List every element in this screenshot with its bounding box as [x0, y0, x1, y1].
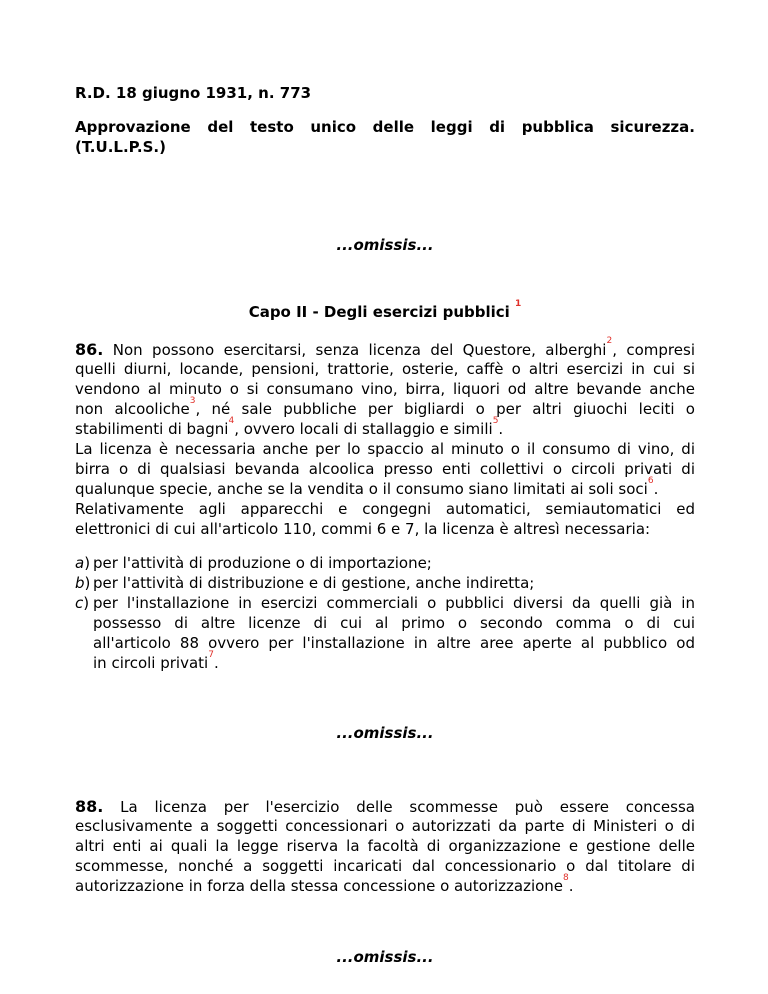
art88-line-2: esclusivamente a soggetti concessionari o autorizzati da parte di Ministeri o di [75, 817, 695, 835]
art86-p2-line-2: birra o di qualsiasi bevanda alcoolica presso enti collettivi o circoli privati di [75, 460, 695, 478]
list-text-a: per l'attività di produzione o di importazione; [93, 554, 432, 572]
art86-p3-line-1: Relativamente agli apparecchi e congegni automatici, semiautomatici ed [75, 500, 695, 518]
list-text-c-1: per l'installazione in esercizi commerciali o pubblici diversi da quelli già in [93, 594, 695, 612]
omissis-marker-1: ...omissis... [336, 236, 434, 254]
chapter-title: Capo II - Degli esercizi pubblici [248, 303, 510, 321]
art86-line-4 [75, 396, 695, 418]
text-segment: . [568, 877, 574, 895]
art86-number: 86. [75, 340, 104, 359]
text-segment: stabilimenti di bagni [75, 420, 229, 438]
text-segment: . [498, 420, 504, 438]
omissis-marker-2: ...omissis... [336, 724, 434, 742]
text-segment: , compresi [612, 341, 695, 359]
art88-line-5 [75, 873, 574, 895]
footnote-ref-5[interactable]: 5 [492, 416, 499, 426]
document-subtitle: (T.U.L.P.S.) [75, 138, 166, 156]
list-text-c-3: all'articolo 88 ovvero per l'installazione in altre aree aperte al pubblico od [93, 634, 695, 652]
footnote-ref-2[interactable]: 2 [606, 336, 613, 346]
text-segment: , né sale pubbliche per bigliardi o per altri giuochi leciti o [195, 400, 695, 418]
list-text-c-4 [93, 650, 695, 672]
text-segment: La licenza per l'esercizio delle scommesse può essere concessa [120, 798, 695, 816]
art86-line-5 [75, 416, 504, 438]
omissis-marker-3: ...omissis... [336, 948, 434, 966]
document-title: Approvazione del testo unico delle leggi di pubblica sicurezza. [75, 118, 695, 136]
footnote-ref-4[interactable]: 4 [228, 416, 235, 426]
text-segment: qualunque specie, anche se la vendita o il consumo siano limitati ai soli soci [75, 480, 648, 498]
list-label-c: c) [75, 594, 90, 612]
chapter-heading [75, 299, 695, 321]
text-segment: Non possono esercitarsi, senza licenza del Questore, alberghi [112, 341, 607, 359]
footnote-ref-1[interactable]: 1 [515, 299, 522, 309]
art86-line-2: quelli diurni, locande, pensioni, trattorie, osterie, caffè o altri esercizi in cui si [75, 360, 695, 378]
art88-number: 88. [75, 797, 104, 816]
text-segment: non alcooliche [75, 400, 190, 418]
list-text-b: per l'attività di distribuzione e di gestione, anche indiretta; [93, 574, 535, 592]
footnote-ref-7[interactable]: 7 [208, 650, 214, 660]
art88-line-1 [75, 797, 695, 816]
footnote-ref-8[interactable]: 8 [563, 873, 569, 883]
footnote-ref-6[interactable]: 6 [647, 476, 654, 486]
art88-line-4: scommesse, nonché a soggetti incaricati dal concessionario o dal titolare di [75, 857, 695, 875]
art86-line-1 [75, 336, 695, 359]
text-segment: . [653, 480, 659, 498]
decree-reference: R.D. 18 giugno 1931, n. 773 [75, 84, 312, 102]
text-segment: autorizzazione in forza della stessa concessione o autorizzazione [75, 877, 564, 895]
art86-line-3: vendono al minuto o si consumano vino, birra, liquori od altre bevande anche [75, 380, 695, 398]
text-segment: . [213, 654, 219, 672]
art86-p3-line-2: elettronici di cui all'articolo 110, commi 6 e 7, la licenza è altresì necessaria: [75, 520, 651, 538]
text-segment: , ovvero locali di stallaggio e simili [234, 420, 493, 438]
art86-p2-line-1: La licenza è necessaria anche per lo spaccio al minuto o il consumo di vino, di [75, 440, 695, 458]
art88-line-3: altri enti ai quali la legge riserva la facoltà di organizzazione e gestione delle [75, 837, 695, 855]
text-segment: in circoli privati [93, 654, 209, 672]
footnote-ref-3[interactable]: 3 [189, 396, 196, 406]
list-label-a: a) [75, 554, 91, 572]
art86-p2-line-3 [75, 476, 659, 498]
list-label-b: b) [75, 574, 91, 592]
list-text-c-2: possesso di altre licenze di cui al primo o secondo comma o di cui [93, 614, 695, 632]
